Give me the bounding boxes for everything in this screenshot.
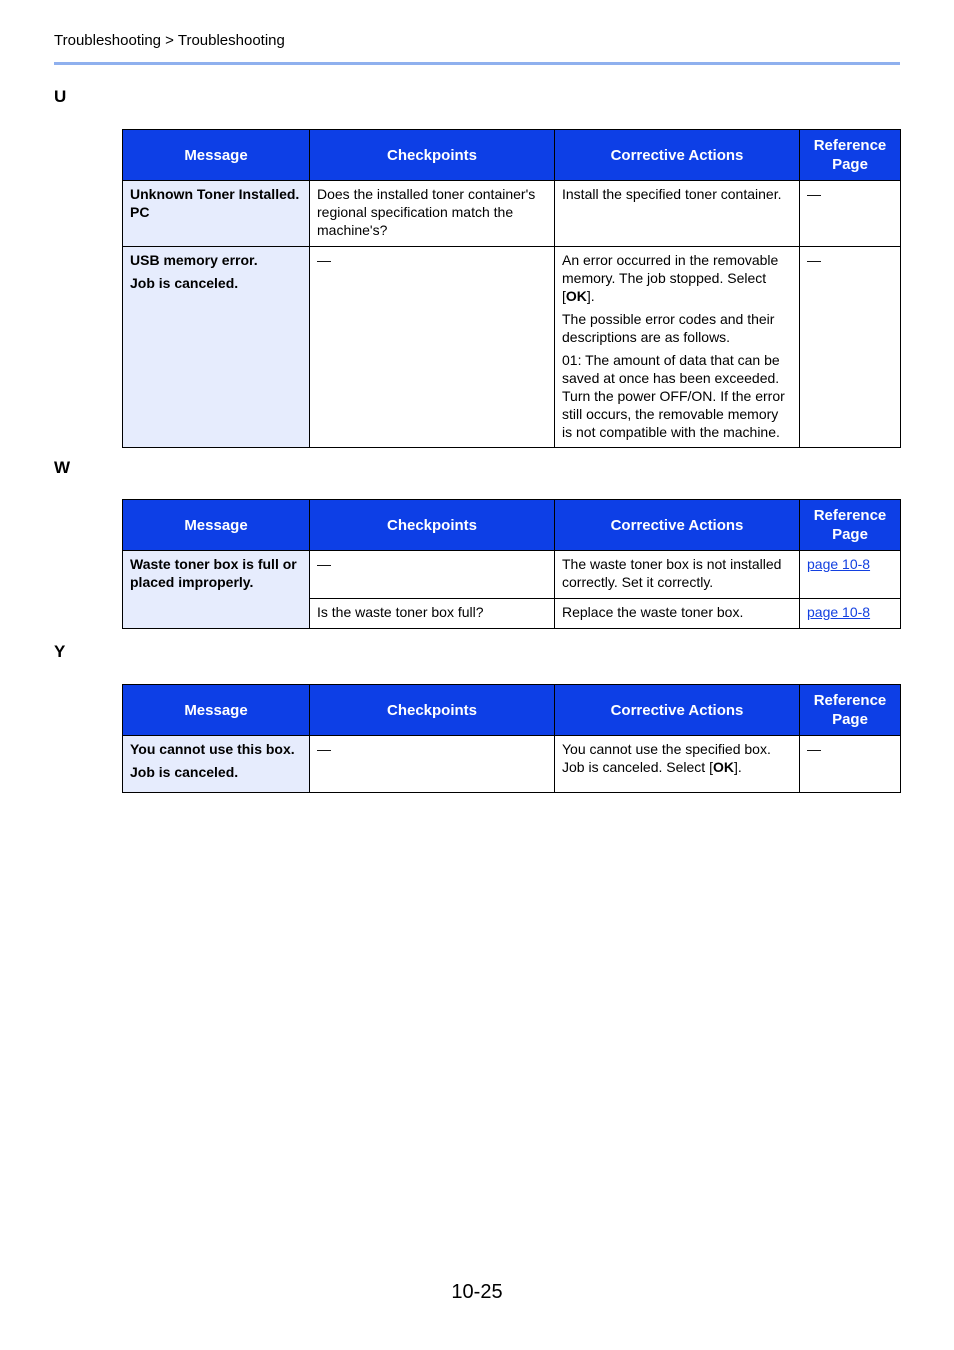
checkpoint-cell: — [310,247,555,448]
message-cell: Unknown Toner Installed. PC [123,181,310,247]
action-paragraph: The possible error codes and their descriptions are as follows. [562,311,775,345]
reference-cell [800,551,901,599]
reference-cell: — [800,181,901,247]
header-reference-page: Reference Page [800,500,901,551]
section-letter-y: Y [54,642,66,661]
checkpoint-cell: — [310,736,555,793]
header-rule [54,62,900,65]
table-row [123,181,901,247]
header-corrective-actions: Corrective Actions [555,500,800,551]
table-u [122,129,901,448]
reference-link[interactable]: page 10-8 [807,556,871,572]
action-cell: You cannot use the specified box. Job is canceled. Select [OK]. [555,736,800,793]
table-row [123,736,901,793]
header-corrective-actions: Corrective Actions [555,130,800,181]
table-header-row [123,130,901,181]
table-y [122,684,901,793]
table-w [122,499,901,629]
header-message: Message [123,685,310,736]
reference-cell: — [800,247,901,448]
header-message: Message [123,130,310,181]
reference-cell: — [800,736,901,793]
header-reference-page: Reference Page [800,685,901,736]
header-checkpoints: Checkpoints [310,130,555,181]
action-cell: The waste toner box is not installed correctly. Set it correctly. [555,551,800,599]
page-number: 10-25 [451,1281,503,1303]
message-cell: Waste toner box is full or placed improperly. [123,551,310,629]
action-cell [555,247,800,448]
message-line: You cannot use this box. [130,741,295,757]
action-cell: Install the specified toner container. [555,181,800,247]
section-letter-w: W [54,458,71,477]
table-header-row [123,500,901,551]
table-row [123,247,901,448]
breadcrumb: Troubleshooting > Troubleshooting [54,32,285,49]
table-header-row [123,685,901,736]
action-paragraph: 01: The amount of data that can be saved at once has been exceeded. Turn the power OFF/ON. If the error still occurs, the removable memory is not compatible with the machine. [562,352,785,440]
table-row [123,551,901,599]
header-checkpoints: Checkpoints [310,500,555,551]
reference-cell [800,599,901,629]
checkpoint-cell: Is the waste toner box full? [310,599,555,629]
header-checkpoints: Checkpoints [310,685,555,736]
section-letter-u: U [54,87,67,106]
message-line: Job is canceled. [130,764,239,780]
message-line: Job is canceled. [130,275,239,291]
message-cell [123,736,310,793]
header-reference-page: Reference Page [800,130,901,181]
action-cell: Replace the waste toner box. [555,599,800,629]
message-cell [123,247,310,448]
action-paragraph: An error occurred in the removable memory. The job stopped. Select [OK]. [562,252,779,304]
checkpoint-cell: — [310,551,555,599]
header-corrective-actions: Corrective Actions [555,685,800,736]
checkpoint-cell: Does the installed toner container's regional specification match the machine's? [310,181,555,247]
message-line: USB memory error. [130,252,258,268]
header-message: Message [123,500,310,551]
reference-link[interactable]: page 10-8 [807,604,871,620]
